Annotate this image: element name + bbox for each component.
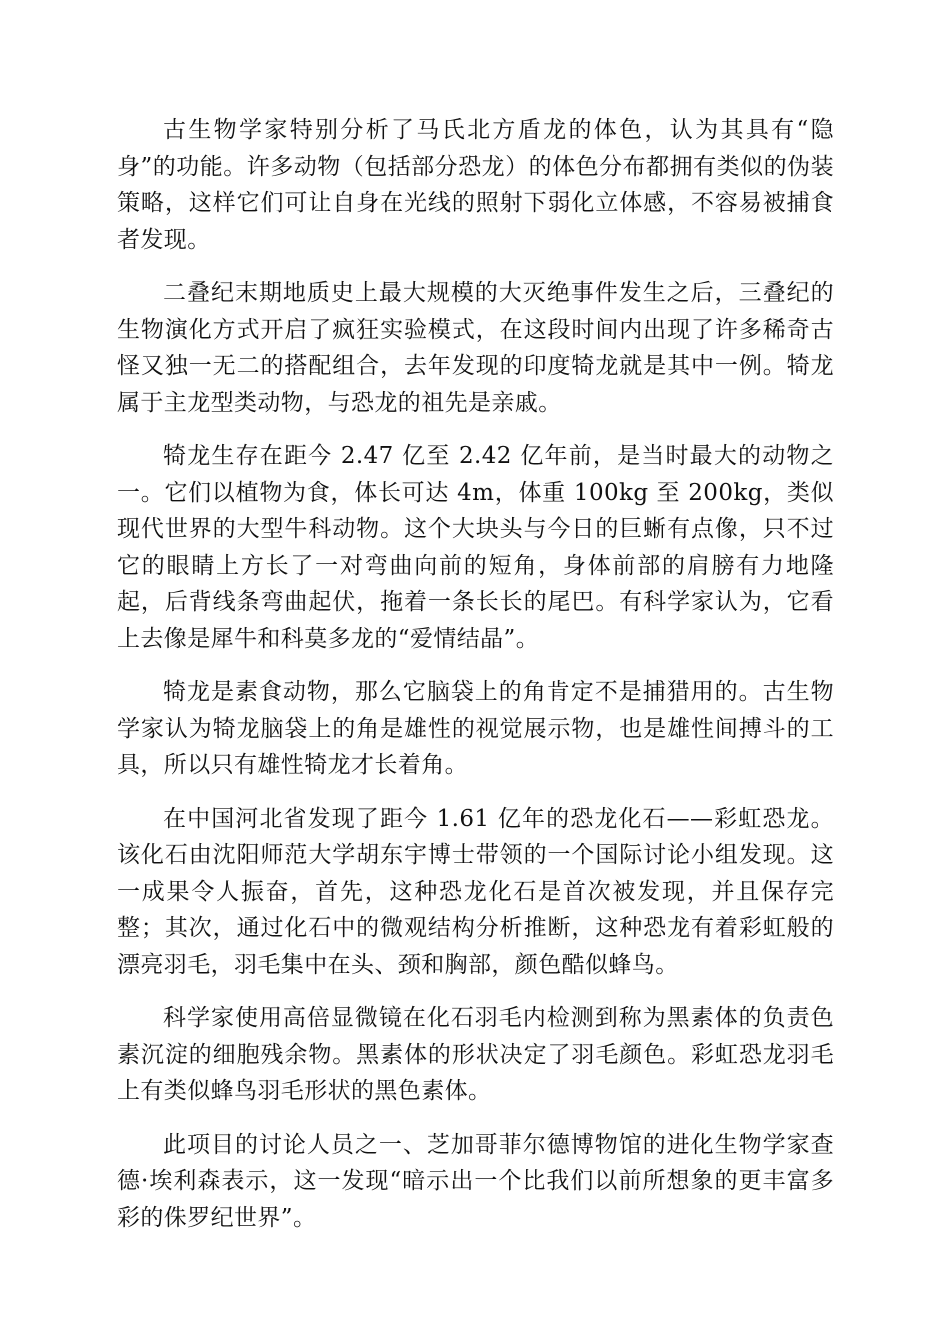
paragraph-5: 在中国河北省发现了距今 1.61 亿年的恐龙化石——彩虹恐龙。该化石由沈阳师范大学胡东宇博士带领的一个国际讨论小组发现。这一成果令人振奋，首先，这种恐龙化石是首次被发现，并且保存完整；其次，通过化石中的微观结构分析推断，这种恐龙有着彩虹般的漂亮羽毛，羽毛集中在头、颈和胸部，颜色酷似蜂鸟。 xyxy=(117,805,834,978)
document-body xyxy=(117,112,834,1253)
paragraph-1: 古生物学家特别分析了马氏北方盾龙的体色，认为其具有“隐身”的功能。许多动物（包括部分恐龙）的体色分布都拥有类似的伪装策略，这样它们可让自身在光线的照射下弱化立体感，不容易被捕食者发现。 xyxy=(117,117,834,253)
paragraph-4: 犄龙是素食动物，那么它脑袋上的角肯定不是捕猎用的。古生物学家认为犄龙脑袋上的角是雄性的视觉展示物，也是雄性间搏斗的工具，所以只有雄性犄龙才长着角。 xyxy=(117,679,834,778)
paragraph-6: 科学家使用高倍显微镜在化石羽毛内检测到称为黑素体的负责色素沉淀的细胞残余物。黑素体的形状决定了羽毛颜色。彩虹恐龙羽毛上有类似蜂鸟羽毛形状的黑色素体。 xyxy=(117,1005,834,1104)
paragraph-7: 此项目的讨论人员之一、芝加哥菲尔德博物馆的进化生物学家查德·埃利森表示，这一发现“暗示出一个比我们以前所想象的更丰富多彩的侏罗纪世界”。 xyxy=(117,1131,834,1231)
paragraph-2: 二叠纪末期地质史上最大规模的大灭绝事件发生之后，三叠纪的生物演化方式开启了疯狂实验模式，在这段时间内出现了许多稀奇古怪又独一无二的搭配组合，去年发现的印度犄龙就是其中一例。犄龙属于主龙型类动物，与恐龙的祖先是亲戚。 xyxy=(117,280,834,416)
paragraph-3: 犄龙生存在距今 2.47 亿至 2.42 亿年前，是当时最大的动物之一。它们以植物为食，体长可达 4m，体重 100kg 至 200kg，类似现代世界的大型牛科动物。这个大块头与今日的巨蜥有点像，只不过它的眼睛上方长了一对弯曲向前的短角，身体前部的肩膀有力地隆起，后背线条弯曲起伏，拖着一条长长的尾巴。有科学家认为，它看上去像是犀牛和科莫多龙的“爱情结晶”。 xyxy=(117,443,834,652)
